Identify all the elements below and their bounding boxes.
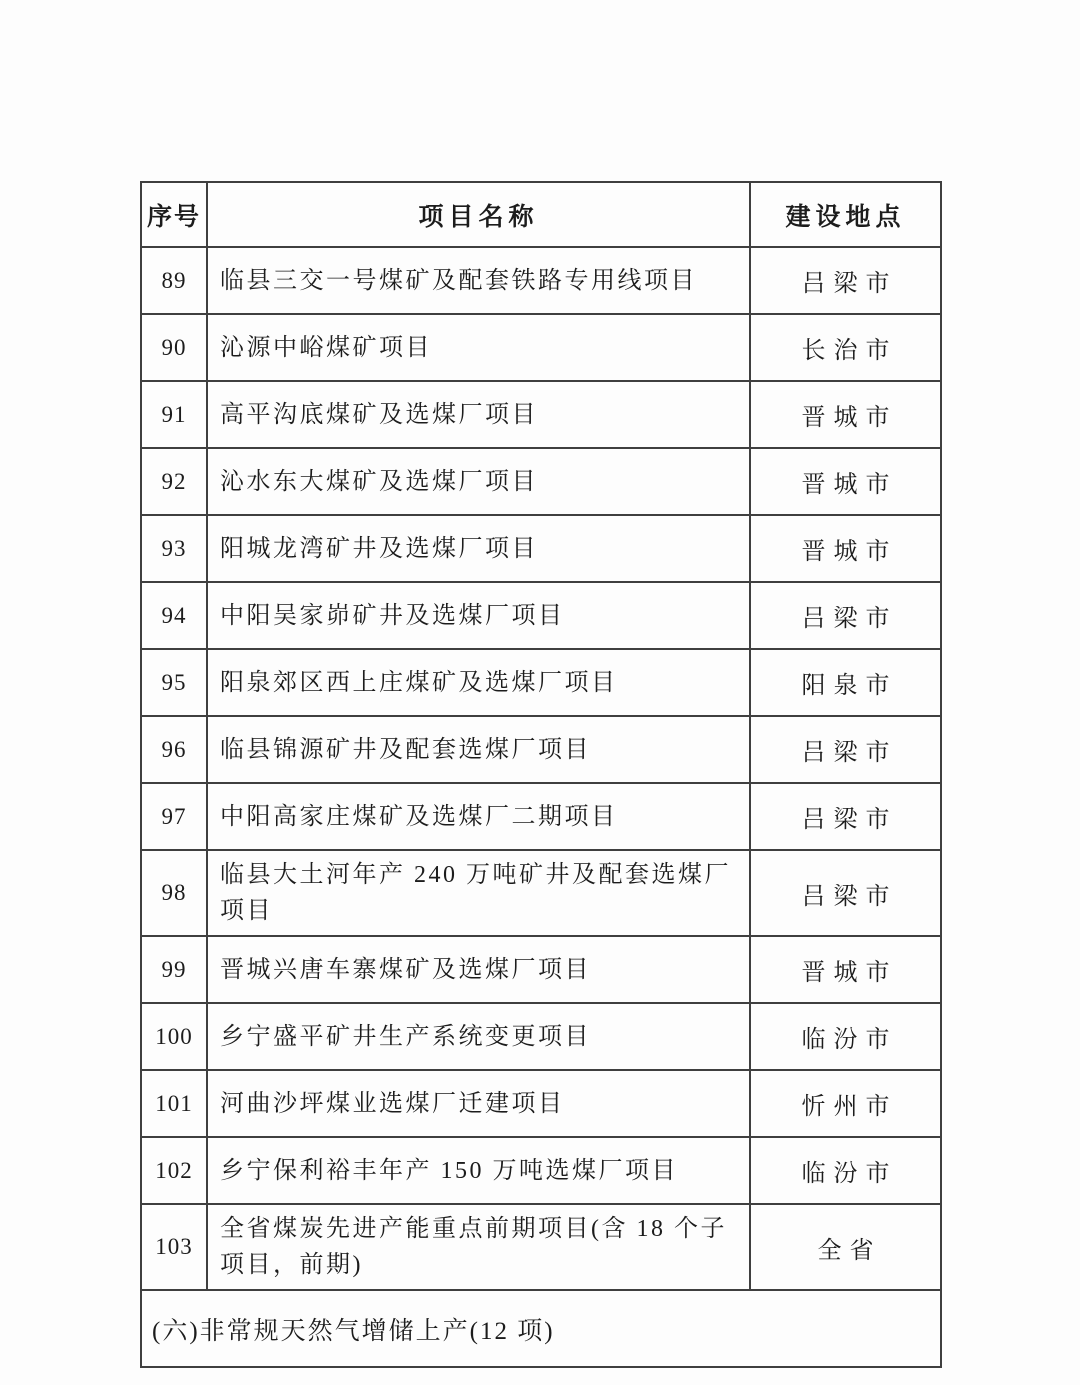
- row-location: 阳泉市: [750, 649, 941, 716]
- table-row: [141, 381, 941, 448]
- row-location: 晋城市: [750, 515, 941, 582]
- table-row: [141, 1003, 941, 1070]
- project-table: [140, 181, 942, 1368]
- table-header: [141, 182, 941, 247]
- row-project-name: 临县三交一号煤矿及配套铁路专用线项目: [207, 247, 750, 314]
- row-project-name: 乡宁盛平矿井生产系统变更项目: [207, 1003, 750, 1070]
- row-location: 吕梁市: [750, 582, 941, 649]
- table-body: [141, 247, 941, 1290]
- header-row: [141, 182, 941, 247]
- row-project-name: 沁源中峪煤矿项目: [207, 314, 750, 381]
- table-row: [141, 515, 941, 582]
- row-serial-number: 99: [141, 936, 207, 1003]
- row-project-name: 临县锦源矿井及配套选煤厂项目: [207, 716, 750, 783]
- row-project-name: 河曲沙坪煤业选煤厂迁建项目: [207, 1070, 750, 1137]
- row-location: 忻州市: [750, 1070, 941, 1137]
- row-project-name: 晋城兴唐车寨煤矿及选煤厂项目: [207, 936, 750, 1003]
- row-serial-number: 100: [141, 1003, 207, 1070]
- row-serial-number: 95: [141, 649, 207, 716]
- row-serial-number: 97: [141, 783, 207, 850]
- row-serial-number: 96: [141, 716, 207, 783]
- row-location: 吕梁市: [750, 716, 941, 783]
- row-project-name: 沁水东大煤矿及选煤厂项目: [207, 448, 750, 515]
- row-serial-number: 101: [141, 1070, 207, 1137]
- row-serial-number: 90: [141, 314, 207, 381]
- row-project-name: 全省煤炭先进产能重点前期项目(含 18 个子项目，前期): [207, 1204, 750, 1290]
- table-row: [141, 314, 941, 381]
- row-location: 吕梁市: [750, 247, 941, 314]
- table-row: [141, 1204, 941, 1290]
- row-project-name: 中阳高家庄煤矿及选煤厂二期项目: [207, 783, 750, 850]
- header-cell-location: 建设地点: [750, 182, 941, 247]
- table-row: [141, 247, 941, 314]
- row-project-name: 阳泉郊区西上庄煤矿及选煤厂项目: [207, 649, 750, 716]
- row-location: 临汾市: [750, 1003, 941, 1070]
- row-serial-number: 93: [141, 515, 207, 582]
- row-location: 全省: [750, 1204, 941, 1290]
- row-serial-number: 94: [141, 582, 207, 649]
- table-row: [141, 850, 941, 936]
- row-serial-number: 92: [141, 448, 207, 515]
- row-location: 晋城市: [750, 936, 941, 1003]
- section-header-row: [141, 1290, 941, 1367]
- row-location: 吕梁市: [750, 783, 941, 850]
- row-project-name: 临县大土河年产 240 万吨矿井及配套选煤厂项目: [207, 850, 750, 936]
- header-cell-serial-number: 序号: [141, 182, 207, 247]
- table-row: [141, 936, 941, 1003]
- row-serial-number: 102: [141, 1137, 207, 1204]
- table-footer: [141, 1290, 941, 1367]
- row-project-name: 阳城龙湾矿井及选煤厂项目: [207, 515, 750, 582]
- row-serial-number: 89: [141, 247, 207, 314]
- row-serial-number: 98: [141, 850, 207, 936]
- section-header-text: (六)非常规天然气增储上产(12 项): [141, 1290, 941, 1367]
- row-location: 临汾市: [750, 1137, 941, 1204]
- table-row: [141, 716, 941, 783]
- table-row: [141, 783, 941, 850]
- table-row: [141, 448, 941, 515]
- row-location: 长治市: [750, 314, 941, 381]
- row-location: 晋城市: [750, 448, 941, 515]
- row-location: 晋城市: [750, 381, 941, 448]
- row-serial-number: 103: [141, 1204, 207, 1290]
- row-location: 吕梁市: [750, 850, 941, 936]
- header-cell-project-name: 项目名称: [207, 182, 750, 247]
- row-project-name: 乡宁保利裕丰年产 150 万吨选煤厂项目: [207, 1137, 750, 1204]
- table-row: [141, 582, 941, 649]
- table-row: [141, 1137, 941, 1204]
- row-project-name: 高平沟底煤矿及选煤厂项目: [207, 381, 750, 448]
- row-serial-number: 91: [141, 381, 207, 448]
- table-row: [141, 649, 941, 716]
- table-row: [141, 1070, 941, 1137]
- row-project-name: 中阳吴家峁矿井及选煤厂项目: [207, 582, 750, 649]
